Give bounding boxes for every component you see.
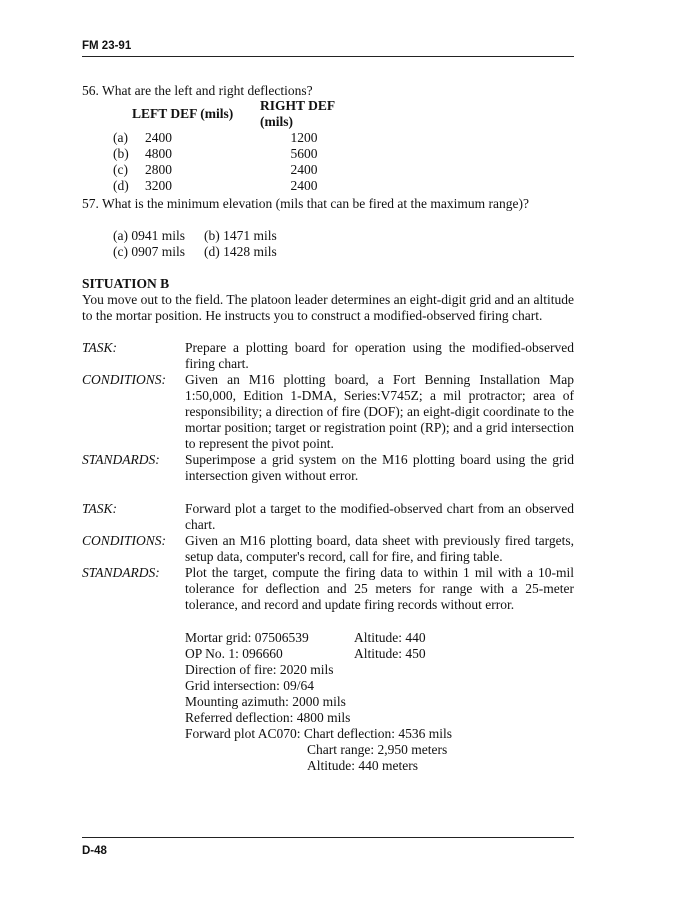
table-row [82, 146, 360, 162]
left-def-value: 2400 [145, 130, 172, 145]
conditions-label: CONDITIONS: [82, 372, 167, 387]
conditions-text: Given an M16 plotting board, a Fort Benning Installation Map 1:50,000, Edition 1-DMA, Series:V745Z; a mil protractor; area of responsibility; a direction of fire (DOF); an eight-digit coordinate to the mortar position; target or registration point (RP); and a grid intersection to represent the pivot point. [185, 372, 574, 451]
option-letter: (b) [113, 146, 129, 161]
task-label: TASK: [82, 340, 118, 355]
grid-intersection: Grid intersection: 09/64 [185, 678, 314, 693]
situation-title: SITUATION B [82, 276, 170, 291]
option-letter: (a) [113, 130, 128, 145]
right-def-value: 1200 [290, 130, 318, 145]
right-def-header: RIGHT DEF (mils) [260, 98, 335, 129]
manual-header: FM 23-91 [82, 40, 132, 52]
answer-option-d: (d) 1428 mils [204, 244, 277, 259]
conditions-text: Given an M16 plotting board, data sheet with previously fired targets, setup data, computer's record, call for fire, and firing table. [185, 533, 574, 564]
right-def-value: 5600 [290, 146, 318, 161]
mounting-azimuth: Mounting azimuth: 2000 mils [185, 694, 346, 709]
answer-option-a: (a) 0941 mils [113, 228, 185, 243]
situation-intro: You move out to the field. The platoon leader determines an eight-digit grid and an altitude to the mortar position. He instructs you to construct a modified-observed firing chart. [82, 292, 574, 323]
op-number: OP No. 1: 096660 [185, 646, 283, 661]
mortar-grid: Mortar grid: 07506539 [185, 630, 309, 645]
question-56: 56. What are the left and right deflections? [82, 83, 313, 98]
task-text: Prepare a plotting board for operation using the modified-observed firing chart. [185, 340, 574, 371]
conditions-label: CONDITIONS: [82, 533, 167, 548]
answer-option-c: (c) 0907 mils [113, 244, 185, 259]
table-row [82, 130, 360, 146]
option-letter: (c) [113, 162, 128, 177]
forward-plot-altitude: Altitude: 440 meters [307, 758, 418, 773]
forward-plot: Forward plot AC070: Chart deflection: 4536 mils [185, 726, 452, 741]
left-def-value: 2800 [145, 162, 172, 177]
standards-label: STANDARDS: [82, 452, 160, 467]
deflection-options-table [82, 98, 360, 194]
direction-of-fire: Direction of fire: 2020 mils [185, 662, 334, 677]
table-row [82, 162, 360, 178]
answer-option-b: (b) 1471 mils [204, 228, 277, 243]
header-rule [82, 56, 574, 57]
left-def-header: LEFT DEF (mils) [132, 106, 234, 121]
question-57: 57. What is the minimum elevation (mils that can be fired at the maximum range)? [82, 196, 529, 211]
task-text: Forward plot a target to the modified-observed chart from an observed chart. [185, 501, 574, 532]
op-altitude: Altitude: 450 [354, 646, 426, 661]
left-def-value: 4800 [145, 146, 172, 161]
standards-text: Plot the target, compute the firing data to within 1 mil with a 10-mil tolerance for deflection and 25 meters for range with a 25-meter tolerance, and record and update firing records without error. [185, 565, 574, 612]
right-def-value: 2400 [290, 178, 318, 193]
standards-text: Superimpose a grid system on the M16 plotting board using the grid intersection given without error. [185, 452, 574, 483]
task-label: TASK: [82, 501, 118, 516]
left-def-value: 3200 [145, 178, 172, 193]
table-row [82, 178, 360, 194]
mortar-altitude: Altitude: 440 [354, 630, 426, 645]
right-def-value: 2400 [290, 162, 318, 177]
table-header-row [82, 98, 360, 130]
chart-range: Chart range: 2,950 meters [307, 742, 448, 757]
option-letter: (d) [113, 178, 129, 193]
page-number: D-48 [82, 845, 107, 857]
footer-rule [82, 837, 574, 838]
referred-deflection: Referred deflection: 4800 mils [185, 710, 351, 725]
standards-label: STANDARDS: [82, 565, 160, 580]
